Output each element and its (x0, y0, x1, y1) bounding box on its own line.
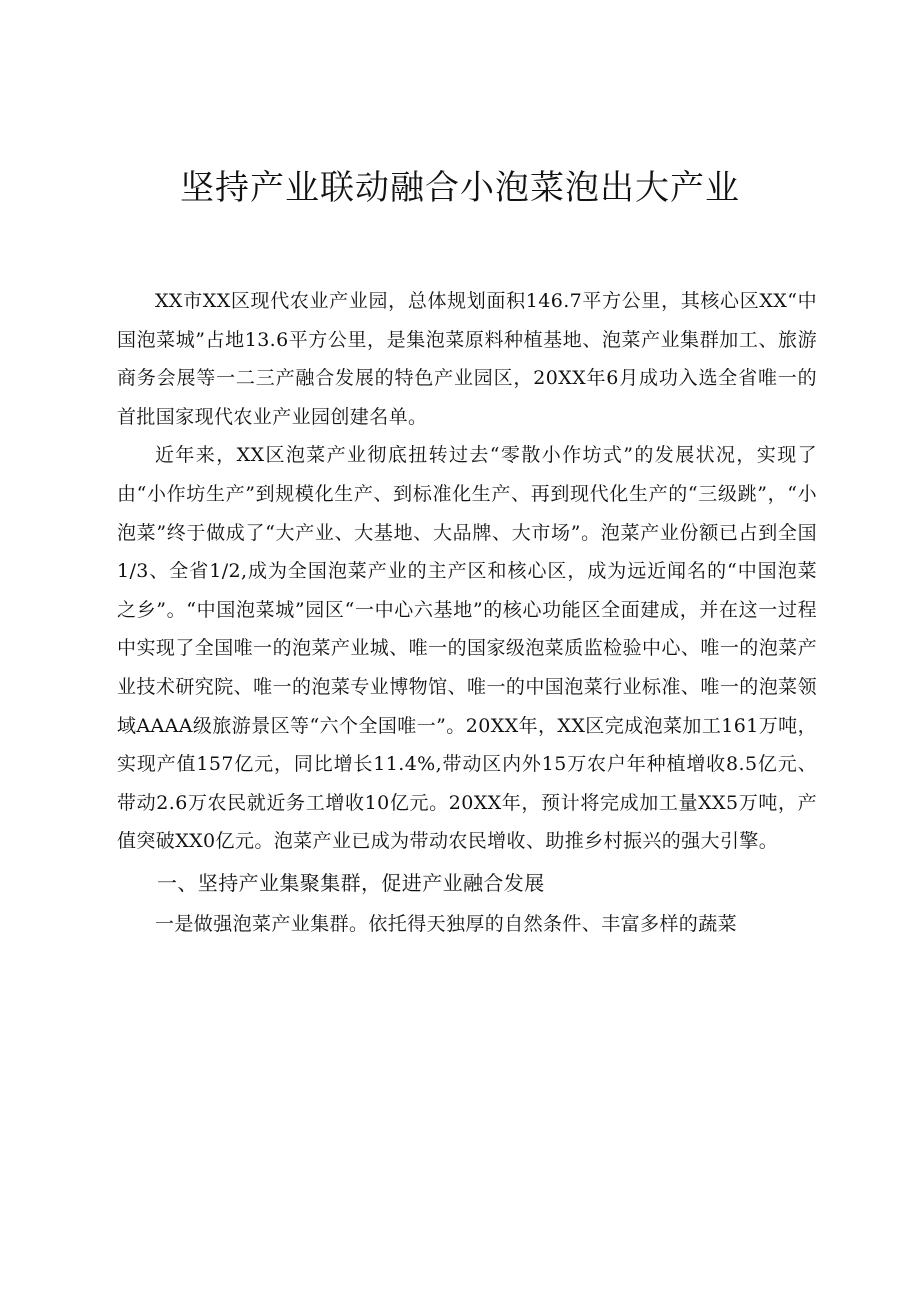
paragraph-industry-development: 近年来，XX区泡菜产业彻底扭转过去“零散小作坊式”的发展状况，实现了由“小作坊生产”到规模化生产、到标准化生产、再到现代化生产的“三级跳”，“小泡菜”终于做成了“大产业、大基地、大品牌、大市场”。泡菜产业份额已占到全国1/3、全省1/2,成为全国泡菜产业的主产区和核心区，成为远近闻名的“中国泡菜之乡”。“中国泡菜城”园区“一中心六基地”的核心功能区全面建成，并在这一过程中实现了全国唯一的泡菜产业城、唯一的国家级泡菜质监检验中心、唯一的泡菜产业技术研究院、唯一的泡菜专业博物馆、唯一的中国泡菜行业标准、唯一的泡菜领域AAAA级旅游景区等“六个全国唯一”。20XX年，XX区完成泡菜加工161万吨，实现产值157亿元，同比增长11.4%,带动区内外15万农户年种植增收8.5亿元、带动2.6万农民就近务工增收10亿元。20XX年，预计将完成加工量XX5万吨，产值突破XX0亿元。泡菜产业已成为带动农民增收、助推乡村振兴的强大引擎。 (117, 444, 817, 853)
document-title: 坚持产业联动融合小泡菜泡出大产业 (180, 168, 740, 208)
section-heading-1: 一、坚持产业集聚集群，促进产业融合发展 (157, 870, 545, 895)
paragraph-park-overview: XX市XX区现代农业产业园，总体规划面积146.7平方公里，其核心区XX“中国泡菜城”占地13.6平方公里，是集泡菜原料种植基地、泡菜产业集群加工、旅游商务会展等一二三产融合发展的特色产业园区，20XX年6月成功入选全省唯一的首批国家现代农业产业园创建名单。 (117, 290, 817, 428)
paragraph-section-1-start: 一是做强泡菜产业集群。依托得天独厚的自然条件、丰富多样的蔬菜 (155, 912, 738, 935)
document-body (117, 282, 817, 944)
